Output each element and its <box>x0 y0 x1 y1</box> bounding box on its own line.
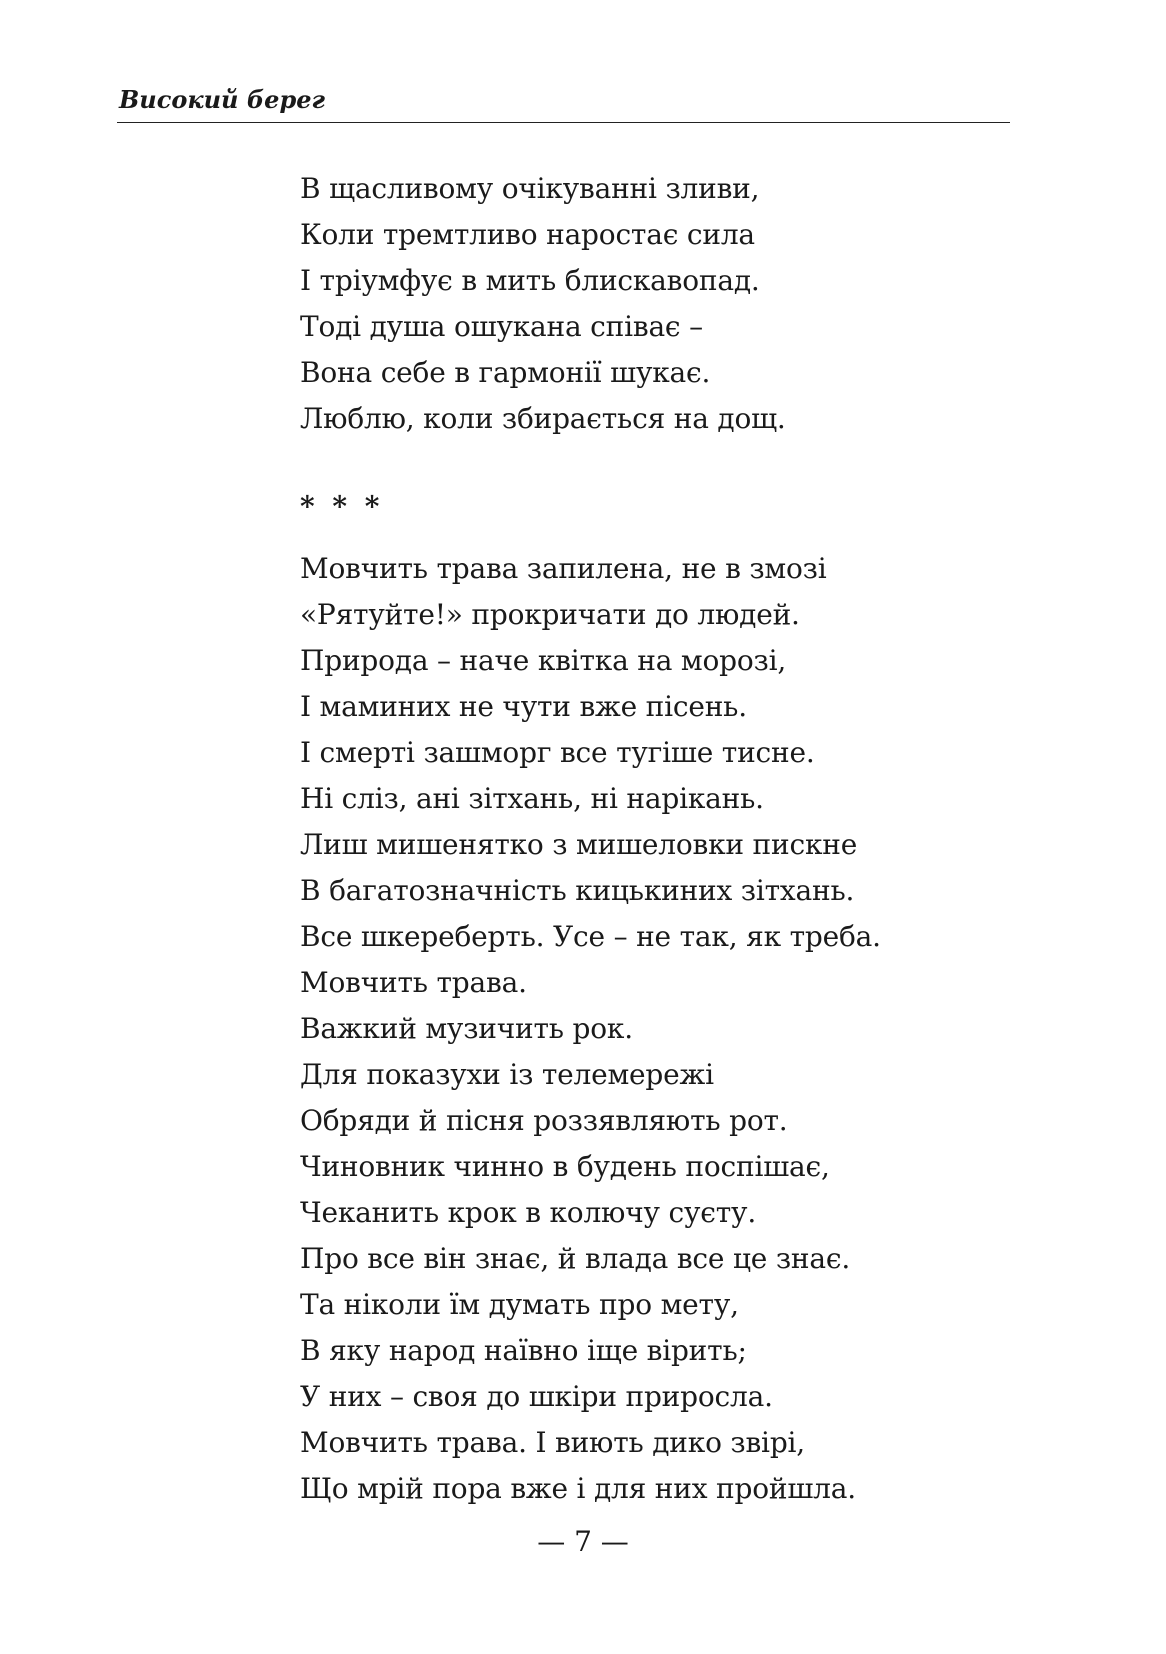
stanza-separator: * * * <box>300 490 384 523</box>
poem-line: У них – своя до шкіри приросла. <box>300 1380 773 1413</box>
stanza-2 <box>300 546 1040 1512</box>
poem-line: В яку народ наївно іще вірить; <box>300 1334 747 1367</box>
poem-line: Лиш мишенятко з мишеловки пискне <box>300 828 858 861</box>
running-header <box>117 82 1010 123</box>
poem-line: І маминих не чути вже пісень. <box>300 690 747 723</box>
poem-line: І тріумфує в мить блискавопад. <box>300 264 760 297</box>
poem-line: Що мрій пора вже і для них пройшла. <box>300 1472 856 1505</box>
poem-line: Мовчить трава. І виють дико звірі, <box>300 1426 805 1459</box>
running-title: Високий берег <box>119 85 326 114</box>
poem-line: Мовчить трава. <box>300 966 527 999</box>
poem-line: І смерті зашморг все тугіше тисне. <box>300 736 815 769</box>
poem-line: Тоді душа ошукана співає – <box>300 310 703 343</box>
header-rule <box>117 122 1010 123</box>
poem-line: Чеканить крок в колючу суєту. <box>300 1196 757 1229</box>
poem-line: Для показухи із телемережі <box>300 1058 714 1091</box>
poem-line: Люблю, коли збирається на дощ. <box>300 402 786 435</box>
page-number: — 7 — <box>537 1525 629 1558</box>
poem-line: Та ніколи їм думать про мету, <box>300 1288 739 1321</box>
poem-line: Про все він знає, й влада все це знає. <box>300 1242 851 1275</box>
poem-line: Все шкереберть. Усе – не так, як треба. <box>300 920 881 953</box>
poem-line: Вона себе в гармонії шукає. <box>300 356 711 389</box>
poem-line: «Рятуйте!» прокричати до людей. <box>300 598 800 631</box>
poem-line: Ні сліз, ані зітхань, ні нарікань. <box>300 782 764 815</box>
poem-line: Мовчить трава запилена, не в змозі <box>300 552 827 585</box>
poem-line: В щасливому очікуванні зливи, <box>300 172 760 205</box>
poem-line: Важкий музичить рок. <box>300 1012 633 1045</box>
stanza-1 <box>300 166 1040 442</box>
poem-line: Чиновник чинно в будень поспішає, <box>300 1150 830 1183</box>
poem-line: Обряди й пісня роззявляють рот. <box>300 1104 788 1137</box>
poem-content <box>300 166 1040 1512</box>
poem-line: В багатозначність кицькиних зітхань. <box>300 874 855 907</box>
poem-line: Природа – наче квітка на морозі, <box>300 644 787 677</box>
poem-line: Коли тремтливо наростає сила <box>300 218 755 251</box>
